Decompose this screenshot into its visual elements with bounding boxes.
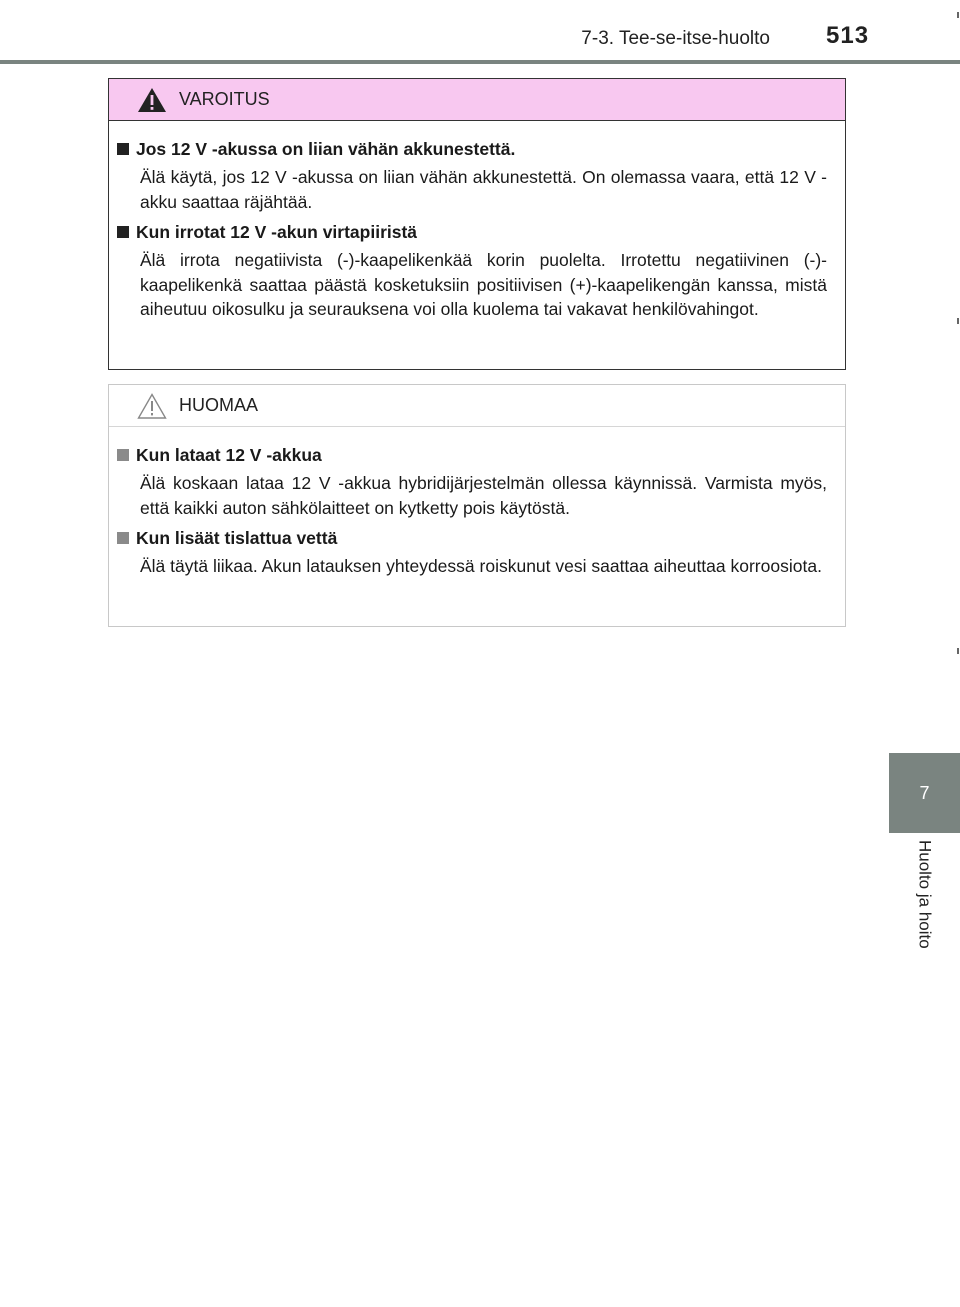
edge-mark	[957, 12, 959, 18]
caution-box	[108, 384, 846, 627]
warning-box	[108, 78, 846, 370]
caution-header	[109, 385, 845, 427]
item-title: Kun lataat 12 V -akkua	[136, 445, 322, 465]
caution-item	[113, 443, 827, 520]
item-title: Jos 12 V -akussa on liian vähän akkunestettä.	[136, 139, 516, 159]
warning-item	[113, 137, 827, 214]
item-title: Kun lisäät tislattua vettä	[136, 528, 338, 548]
item-text: Älä täytä liikaa. Akun latauksen yhteydessä roiskunut vesi saattaa aiheuttaa korroosiota.	[140, 556, 822, 576]
chapter-title-text: Huolto ja hoito	[915, 840, 935, 949]
chapter-title	[889, 840, 960, 980]
edge-mark	[957, 318, 959, 324]
square-bullet-icon	[117, 449, 129, 461]
page-number: 513	[826, 22, 870, 49]
caution-item	[113, 526, 827, 579]
warning-body	[109, 121, 845, 322]
item-title: Kun irrotat 12 V -akun virtapiiristä	[136, 222, 418, 242]
square-bullet-icon	[117, 143, 129, 155]
item-text: Älä käytä, jos 12 V -akussa on liian vähän akkunestettä. On olemassa vaara, että 12 V -akku saattaa räjähtää.	[140, 167, 827, 212]
warning-item	[113, 220, 827, 322]
header-rule	[0, 60, 960, 64]
caution-triangle-icon	[137, 393, 167, 419]
warning-triangle-icon	[137, 87, 167, 113]
section-title: 7-3. Tee-se-itse-huolto	[581, 28, 770, 49]
caution-label: HUOMAA	[179, 395, 259, 415]
square-bullet-icon	[117, 532, 129, 544]
square-bullet-icon	[117, 226, 129, 238]
edge-mark	[957, 648, 959, 654]
item-text: Älä koskaan lataa 12 V -akkua hybridijärjestelmän ollessa käynnissä. Varmista myös, että kaikki auton sähkölaitteet on kytketty pois käytöstä.	[140, 473, 827, 518]
item-text: Älä irrota negatiivista (-)-kaapelikenkää korin puolelta. Irrotettu negatiivinen (-)-kaapelikenkä saattaa päästä kosketuksiin positiivisen (+)-kaapelikengän kanssa, mistä aiheutuu oikosulku ja seurauksena voi olla kuolema tai vakavat henkilövahingot.	[140, 250, 827, 319]
chapter-number: 7	[919, 782, 930, 803]
chapter-tab[interactable]	[889, 753, 960, 833]
caution-body	[109, 427, 845, 579]
warning-label: VAROITUS	[179, 89, 270, 109]
warning-header	[109, 79, 845, 121]
